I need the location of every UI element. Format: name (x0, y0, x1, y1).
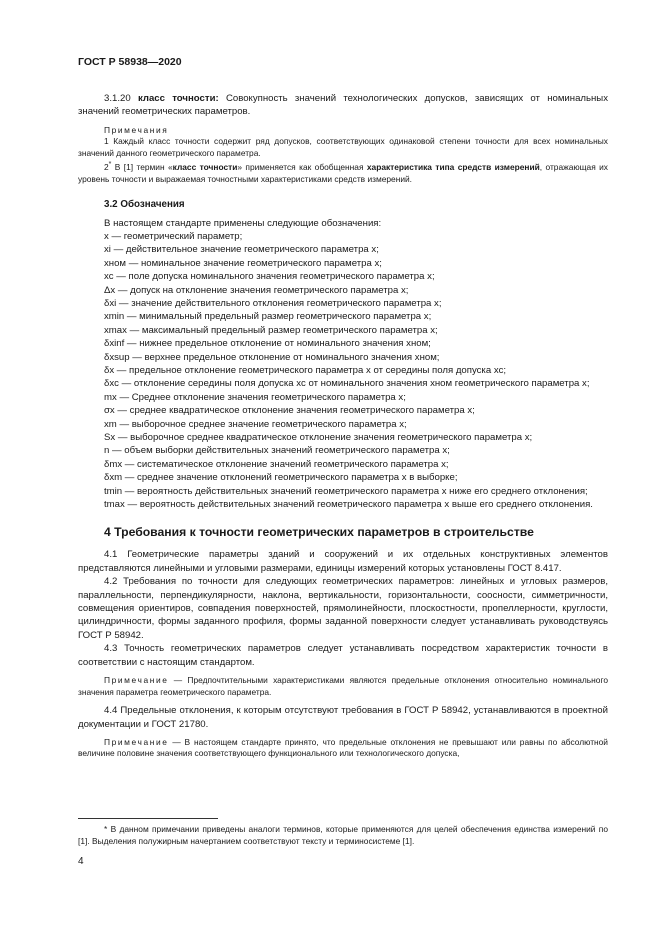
symbol-item: mx — Среднее отклонение значения геометрического параметра x; (104, 391, 406, 403)
document-header: ГОСТ Р 58938—2020 (78, 56, 182, 68)
term-name: класс точности: (137, 93, 219, 104)
footnote: * В данном примечании приведены аналоги терминов, которые применяются для целей обеспечения единства измерений по [1]. Выделения полужирным начертанием соответствуют тексту и терминосистеме [1]. (78, 824, 608, 846)
symbol-item: n — объем выборки действительных значений геометрического параметра x; (104, 445, 450, 457)
clause-4-1: 4.1 Геометрические параметры зданий и сооружений и их отдельных конструктивных элементов представляются линейными и угловыми размерами, единицы измерений которых установлены ГОСТ 8.417. (78, 549, 608, 574)
symbols-list (78, 230, 608, 512)
term-definition: Совокупность значений технологических допусков, зависящих от номинальных значений геометрических параметров. (78, 93, 609, 118)
section-4-title: 4 Требования к точности геометрических параметров в строительстве (104, 525, 534, 540)
symbol-item: δxi — значение действительного отклонения геометрического параметра x; (104, 297, 442, 309)
symbol-item: tmin — вероятность действительных значений геометрического параметра x ниже его среднего отклонения; (104, 485, 588, 497)
clause-4-3: 4.3 Точность геометрических параметров следует устанавливать посредством характеристик точности в соответствии с настоящим стандартом. (78, 643, 608, 668)
symbol-item: Δx — допуск на отклонение значения геометрического параметра x; (104, 284, 409, 296)
symbol-item: δxinf — нижнее предельное отклонение от номинального значения xном; (104, 338, 431, 350)
clause-4-4: 4.4 Предельные отклонения, к которым отсутствуют требования в ГОСТ Р 58942, устанавливаются в проектной документации и ГОСТ 21780. (78, 705, 608, 730)
section-3-2-title: 3.2 Обозначения (104, 199, 185, 211)
footnote-divider (78, 818, 218, 819)
symbol-item: tmax — вероятность действительных значений геометрического параметра x выше его среднего отклонения. (104, 499, 593, 511)
symbol-item: xmax — максимальный предельный размер геометрического параметра x; (104, 324, 438, 336)
note-4-4: Примечание — В настоящем стандарте принято, что предельные отклонения не превышают или равны по абсолютной величине половине значения соответствующего функционального или технологического допуска, (78, 736, 608, 759)
note-4-3: Примечание — Предпочтительными характеристиками являются предельные отклонения относительно номинального значения параметра геометрического параметра. (78, 675, 608, 697)
symbol-item: δx — предельное отклонение геометрического параметра x от середины поля допуска xc; (104, 364, 507, 376)
note-2: 2* В [1] термин «класс точности» применяется как обобщенная характеристика типа средств измерений, отражающая их уровень точности и выражаемая точностными характеристиками средств измерений. (78, 161, 608, 184)
symbol-item: δmx — систематическое отклонение значений геометрического параметра x; (104, 458, 449, 470)
symbol-item: xc — поле допуска номинального значения геометрического параметра x; (104, 271, 435, 283)
page-number: 4 (78, 856, 84, 867)
symbol-item: x — геометрический параметр; (104, 230, 243, 242)
symbol-item: xmin — минимальный предельный размер геометрического параметра x; (104, 311, 432, 323)
note-1: 1 Каждый класс точности содержит ряд допусков, соответствующих одинаковой степени точности для всех номинальных значений данного геометрического параметра. (78, 136, 608, 158)
clause-4-2: 4.2 Требования по точности для следующих геометрических параметров: линейных и угловых размеров, параллельности, перпендикулярности, наклона, вертикальности, горизонтальности, соосности, симметричности, совмещения ориентиров, совпадения поверхностей, прямолинейности, плоскостности, пропеллерности, круглости, цилиндричности, формы заданного профиля, формы заданной поверхности следует устанавливать руководствуясь ГОСТ Р 58942. (78, 576, 608, 641)
notes-label: Примечания (104, 124, 169, 135)
symbol-item: δxsup — верхнее предельное отклонение от номинального значения xном; (104, 351, 440, 363)
symbol-item: xm — выборочное среднее значение геометрического параметра x; (104, 418, 407, 430)
symbols-intro: В настоящем стандарте применены следующие обозначения: (104, 217, 382, 229)
document-body (78, 92, 608, 760)
symbol-item: Sx — выборочное среднее квадратическое отклонение значения геометрического параметра x; (104, 432, 533, 444)
symbol-item: δxc — отклонение середины поля допуска xc от номинального значения xном геометрического параметра x; (104, 378, 590, 390)
term-3-1-20: 3.1.20 класс точности: Совокупность значений технологических допусков, зависящих от номинальных значений геометрических параметров. (78, 93, 609, 118)
symbol-item: xном — номинальное значение геометрического параметра x; (104, 257, 382, 269)
symbol-item: δxm — среднее значение отклонений геометрического параметра x в выборке; (104, 472, 458, 484)
symbol-item: xi — действительное значение геометрического параметра x; (104, 244, 379, 256)
symbol-item: σx — среднее квадратическое отклонение значения геометрического параметра x; (104, 405, 475, 417)
